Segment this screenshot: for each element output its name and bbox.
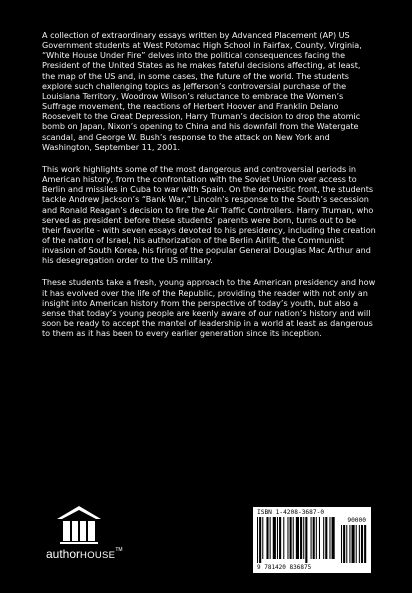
- barcode-bar: [296, 517, 299, 559]
- ean-text: 9 781420 836875: [257, 564, 312, 571]
- barcode-addon-bar: [349, 525, 350, 563]
- blurb-text: [42, 30, 376, 350]
- barcode-bar: [313, 517, 315, 559]
- barcode-bar: [300, 517, 302, 559]
- barcode-bar: [319, 517, 320, 559]
- barcode-bar: [325, 517, 327, 559]
- barcode-bar: [293, 517, 294, 559]
- barcode-bar: [262, 517, 263, 559]
- barcode-bar: [290, 517, 292, 559]
- barcode-bar: [273, 517, 276, 559]
- barcode-bar: [279, 517, 281, 559]
- barcode-bars: [257, 517, 367, 563]
- barcode-bar: [332, 517, 335, 559]
- publisher-name-part2: HOUSE: [80, 550, 116, 561]
- blurb-paragraph-2: This work highlights some of the most dangerous and controversial periods in American history, from the confrontation with the Soviet Union over access to Berlin and missiles in Cuba to war with Spain. On the domestic front, the students tackle Andrew Jackson’s “Bank War,” Lincoln’s response to the South’s secession and Ronald Reagan’s decision to fire the Air Traffic Controllers. Harry Truman, who served as president before these students’ parents were born, turns out to be their favorite - with seven essays devoted to his presidency, including the creation of the nation of Israel, his authorization of the Berlin Airlift, the Communist invasion of South Korea, his firing of the popular General Douglas Mac Arthur and his desegregation order to the US military.: [42, 163, 376, 266]
- barcode-addon-bar: [359, 525, 360, 563]
- barcode-bar: [259, 517, 261, 563]
- publisher-logo: [46, 505, 156, 560]
- barcode-addon-bar: [341, 525, 342, 563]
- barcode-addon-bar: [356, 525, 357, 563]
- barcode-addon-bar: [343, 525, 345, 563]
- barcode-bar: [323, 517, 324, 559]
- barcode-addon-bar: [352, 525, 355, 563]
- barcode-bar: [316, 517, 317, 559]
- publisher-name: [46, 547, 123, 561]
- price-code: 90000: [347, 517, 366, 524]
- authorhouse-logo-icon: [56, 505, 102, 545]
- isbn-text: ISBN 1-4208-3687-0: [257, 509, 325, 516]
- trademark-symbol: TM: [115, 547, 123, 553]
- blurb-paragraph-1: A collection of extraordinary essays written by Advanced Placement (AP) US Government students at West Potomac High School in Fairfax, County, Virginia, “White House Under Fire” delves into the political consequences facing the President of the United States as he makes fateful decisions affecting, at least, the map of the US and, in some cases, the future of the world. The students explore such challenging topics as Jefferson’s controversial purchase of the Louisiana Territory, Woodrow Wilson’s reluctance to embrace the Women’s Suffrage movement, the reactions of Herbert Hoover and Franklin Delano Roosevelt to the Great Depression, Harry Truman’s decision to drop the atomic bomb on Japan, Nixon’s opening to China and his downfall from the Watergate scandal, and George W. Bush’s response to the attack on New York and Washington, September 11, 2001.: [42, 30, 362, 152]
- barcode-addon-bar: [361, 525, 363, 563]
- barcode-bar: [270, 517, 271, 559]
- barcode-bar: [283, 517, 284, 559]
- barcode-bar: [277, 517, 278, 559]
- barcode-addon-bar: [346, 525, 347, 563]
- blurb-paragraph-3: These students take a fresh, young approach to the American presidency and how it has evolved over the life of the Republic, providing the reader with not only an insight into American history from the perspective of today’s youth, but also a sense that today’s young people are keenly aware of our nation’s history and will soon be ready to accept the mantel of leadership in a world at least as dangerous to them as it has been to every earlier generation since its inception.: [42, 277, 376, 339]
- publisher-name-part1: author: [46, 547, 81, 561]
- barcode-bar: [257, 517, 258, 563]
- barcode-bar: [311, 517, 312, 559]
- barcode-bar: [287, 517, 288, 559]
- barcode-panel: [253, 507, 371, 573]
- barcode-addon-bar: [364, 525, 366, 563]
- barcode-bar: [305, 517, 307, 563]
- barcode-bar: [303, 517, 304, 559]
- barcode-bar: [329, 517, 330, 559]
- barcode-bar: [266, 517, 268, 559]
